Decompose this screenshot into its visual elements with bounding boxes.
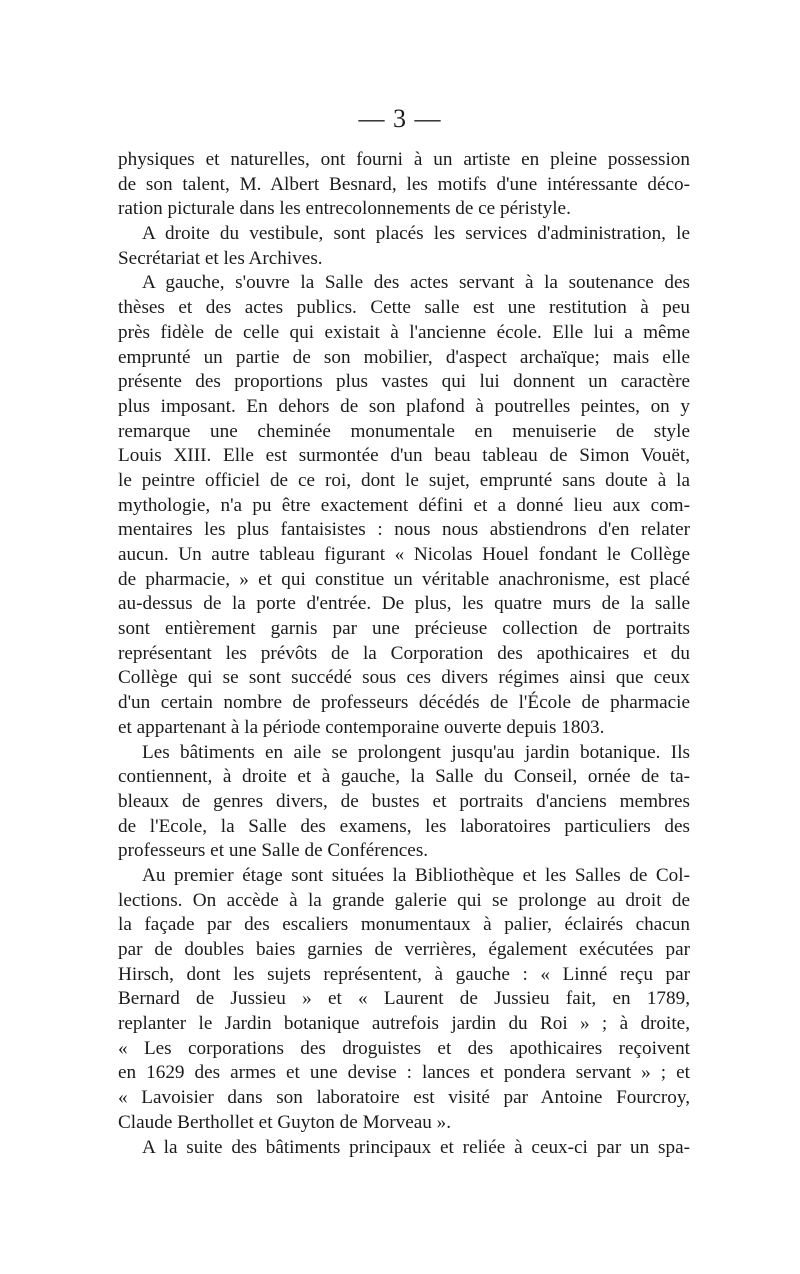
text-line: Bernard de Jussieu » et « Laurent de Jussieu fait, en 1789, (118, 988, 690, 1010)
text-line: replanter le Jardin botanique autrefois jardin du Roi » ; à droite, (118, 1013, 690, 1035)
text-line: de l'Ecole, la Salle des examens, les laboratoires particuliers des (118, 815, 690, 837)
text-line: de son talent, M. Albert Besnard, les motifs d'une intéressante déco- (118, 173, 690, 195)
text-line: lections. On accède à la grande galerie qui se prolonge au droit de (118, 889, 690, 911)
text-line: emprunté un partie de son mobilier, d'aspect archaïque; mais elle (118, 346, 690, 368)
text-line: Collège qui se sont succédé sous ces divers régimes ainsi que ceux (118, 667, 690, 689)
text-line: A gauche, s'ouvre la Salle des actes servant à la soutenance des (142, 272, 690, 294)
text-line: contiennent, à droite et à gauche, la Salle du Conseil, ornée de ta- (118, 766, 690, 788)
text-line: en 1629 des armes et une devise : lances et pondera servant » ; et (118, 1062, 690, 1084)
body-text (118, 148, 690, 1160)
text-line: au-dessus de la porte d'entrée. De plus, les quatre murs de la salle (118, 593, 690, 615)
text-line: de pharmacie, » et qui constitue un véritable anachronisme, est placé (118, 568, 690, 590)
text-line: Les bâtiments en aile se prolongent jusqu'au jardin botanique. Ils (142, 741, 690, 763)
text-line: plus imposant. En dehors de son plafond à poutrelles peintes, on y (118, 395, 690, 417)
text-line: bleaux de genres divers, de bustes et portraits d'anciens membres (118, 790, 690, 812)
text-line: mentaires les plus fantaisistes : nous nous abstiendrons d'en relater (118, 519, 690, 541)
text-line: mythologie, n'a pu être exactement défini et a donné lieu aux com- (118, 494, 690, 516)
text-line: « Lavoisier dans son laboratoire est visité par Antoine Fourcroy, (118, 1087, 690, 1109)
text-line: près fidèle de celle qui existait à l'ancienne école. Elle lui a même (118, 321, 690, 343)
text-line: Louis XIII. Elle est surmontée d'un beau tableau de Simon Vouët, (118, 445, 690, 467)
text-line: par de doubles baies garnies de verrières, également exécutées par (118, 939, 690, 960)
text-line: professeurs et une Salle de Conférences. (118, 840, 429, 862)
text-line: thèses et des actes publics. Cette salle est une restitution à peu (118, 297, 690, 319)
text-line: « Les corporations des droguistes et des apothicaires reçoivent (118, 1037, 690, 1059)
text-line: remarque une cheminée monumentale en menuiserie de style (118, 420, 690, 442)
text-line: et appartenant à la période contemporaine ouverte depuis 1803. (118, 716, 605, 738)
text-line: Claude Berthollet et Guyton de Morveau ». (118, 1111, 452, 1133)
text-line: présente des proportions plus vastes qui lui donnent un caractère (118, 371, 690, 393)
text-line: Secrétariat et les Archives. (118, 247, 323, 269)
text-line: Au premier étage sont situées la Bibliothèque et les Salles de Col- (142, 864, 690, 886)
text-line: Hirsch, dont les sujets représentent, à gauche : « Linné reçu par (118, 963, 690, 985)
text-line: représentant les prévôts de la Corporation des apothicaires et du (118, 642, 690, 664)
text-line: A droite du vestibule, sont placés les services d'administration, le (142, 223, 690, 245)
text-line: le peintre officiel de ce roi, dont le sujet, emprunté sans doute à la (118, 469, 690, 491)
text-line: sont entièrement garnis par une précieuse collection de portraits (118, 618, 690, 640)
text-line: d'un certain nombre de professeurs décédés de l'École de pharmacie (118, 692, 690, 714)
page-number: — 3 — (358, 104, 442, 133)
text-line: la façade par des escaliers monumentaux à palier, éclairés chacun (118, 914, 690, 936)
text-line: physiques et naturelles, ont fourni à un artiste en pleine possession (118, 149, 690, 170)
text-line: aucun. Un autre tableau figurant « Nicolas Houel fondant le Collège (118, 544, 690, 565)
text-line: A la suite des bâtiments principaux et reliée à ceux-ci par un spa- (142, 1136, 690, 1158)
text-line: ration picturale dans les entrecolonnements de ce péristyle. (118, 198, 571, 220)
